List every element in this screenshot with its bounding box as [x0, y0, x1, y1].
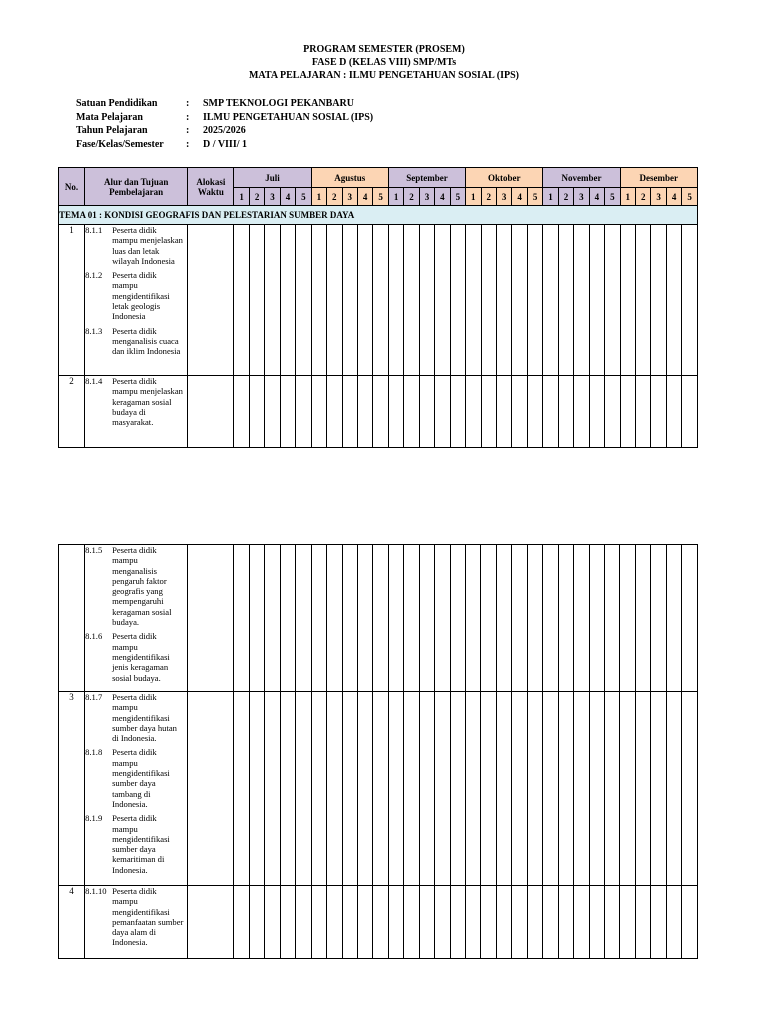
week-cell: [543, 225, 558, 376]
week-cell: [311, 376, 326, 448]
week-cell: [651, 886, 666, 959]
week-cell: [527, 692, 542, 886]
week-cell: [558, 225, 573, 376]
week-cell: [589, 886, 604, 959]
week-cell: [620, 225, 635, 376]
week-header: 3: [574, 188, 589, 206]
objective-code: 8.1.3: [85, 325, 103, 336]
week-cell: [604, 545, 619, 692]
week-header: 1: [543, 188, 558, 206]
week-cell: [450, 225, 465, 376]
week-header: 3: [342, 188, 357, 206]
week-header: 4: [280, 188, 295, 206]
info-colon: :: [186, 98, 190, 109]
week-cell: [249, 886, 264, 959]
info-label: Satuan Pendidikan: [76, 98, 158, 109]
objective-code: 8.1.4: [85, 376, 103, 386]
week-header: 2: [481, 188, 496, 206]
objective-text: Peserta didik mampu mengidentifikasi sumber daya hutan di Indonesia.: [112, 692, 177, 744]
week-cell: [481, 225, 496, 376]
week-cell: [311, 692, 326, 886]
week-cell: [481, 545, 496, 692]
week-cell: [311, 886, 326, 959]
week-cell: [666, 545, 681, 692]
week-cell: [636, 376, 651, 448]
info-label: Fase/Kelas/Semester: [76, 138, 164, 150]
col-header-no: No.: [59, 168, 85, 206]
week-cell: [527, 225, 543, 376]
week-cell: [527, 886, 542, 959]
week-header: 5: [682, 188, 698, 206]
col-header-alokasi: Alokasi Waktu: [188, 168, 234, 206]
week-cell: [234, 225, 249, 376]
week-cell: [496, 886, 511, 959]
week-cell: [512, 376, 527, 448]
objective-code: 8.1.9: [85, 813, 103, 824]
week-cell: [604, 886, 619, 959]
objective-code: 8.1.1: [85, 225, 103, 235]
week-cell: [234, 376, 249, 448]
week-cell: [342, 225, 357, 376]
learning-objective: [85, 376, 187, 427]
week-cell: [373, 886, 388, 959]
week-cell: [450, 376, 465, 448]
week-cell: [388, 225, 403, 376]
week-cell: [388, 376, 403, 448]
alokasi-waktu-cell: [188, 692, 234, 886]
week-cell: [558, 886, 573, 959]
week-cell: [265, 545, 280, 692]
week-cell: [296, 692, 311, 886]
week-cell: [419, 692, 434, 886]
week-cell: [635, 886, 650, 959]
week-cell: [450, 545, 465, 692]
week-cell: [296, 376, 311, 448]
week-cell: [558, 692, 573, 886]
learning-objectives-cell: [85, 376, 188, 448]
week-cell: [373, 376, 389, 448]
week-header: 5: [373, 188, 389, 206]
week-cell: [558, 545, 573, 692]
row-number: 3: [59, 692, 85, 886]
week-cell: [280, 225, 295, 376]
week-cell: [234, 692, 249, 886]
week-cell: [512, 545, 527, 692]
week-cell: [280, 545, 295, 692]
objective-text: Peserta didik mampu mengidentifikasi jenis keragaman sosial budaya.: [112, 631, 170, 683]
week-cell: [357, 545, 372, 692]
info-value: ILMU PENGETAHUAN SOSIAL (IPS): [203, 111, 374, 123]
week-cell: [388, 692, 403, 886]
alokasi-waktu-cell: [188, 376, 234, 448]
tema-row: [59, 206, 698, 225]
prosem-table-page-2: [58, 544, 698, 959]
week-cell: [249, 376, 264, 448]
week-header: 3: [651, 188, 666, 206]
week-cell: [296, 545, 311, 692]
week-cell: [357, 225, 372, 376]
week-cell: [404, 545, 419, 692]
week-cell: [496, 545, 511, 692]
info-colon: :: [186, 125, 190, 136]
week-cell: [651, 545, 666, 692]
learning-objective: [85, 545, 187, 627]
week-header: 3: [496, 188, 511, 206]
alokasi-waktu-cell: [188, 545, 234, 692]
week-cell: [280, 376, 295, 448]
week-cell: [280, 886, 295, 959]
week-cell: [435, 225, 450, 376]
week-cell: [512, 886, 527, 959]
week-header: 2: [404, 188, 419, 206]
learning-objective: [85, 270, 187, 321]
learning-objective: [85, 886, 187, 948]
week-cell: [419, 886, 434, 959]
week-cell: [265, 886, 280, 959]
week-cell: [342, 886, 357, 959]
week-cell: [404, 886, 419, 959]
week-cell: [249, 545, 264, 692]
week-cell: [373, 692, 388, 886]
week-cell: [527, 376, 543, 448]
week-cell: [543, 545, 558, 692]
week-cell: [435, 376, 450, 448]
week-cell: [435, 545, 450, 692]
table-row: [59, 886, 698, 959]
week-header: 5: [605, 188, 621, 206]
identity-block: [76, 97, 373, 151]
alokasi-waktu-cell: [188, 886, 234, 959]
week-cell: [450, 886, 465, 959]
week-cell: [404, 692, 419, 886]
week-cell: [651, 225, 666, 376]
month-header: Juli: [234, 168, 311, 188]
week-header: 4: [512, 188, 527, 206]
learning-objective: [85, 692, 187, 743]
learning-objectives-cell: [85, 886, 188, 959]
week-cell: [466, 225, 481, 376]
week-cell: [249, 692, 264, 886]
week-cell: [327, 886, 342, 959]
header-row-months: [59, 168, 698, 188]
week-cell: [589, 692, 604, 886]
week-cell: [558, 376, 573, 448]
week-header: 2: [636, 188, 651, 206]
week-cell: [435, 692, 450, 886]
objective-code: 8.1.6: [85, 631, 103, 642]
info-value: SMP TEKNOLOGI PEKANBARU: [203, 98, 354, 109]
prosem-table-page-1: [58, 167, 698, 448]
week-cell: [280, 692, 295, 886]
week-header: 2: [249, 188, 264, 206]
objective-code: 8.1.2: [85, 270, 103, 281]
week-cell: [636, 225, 651, 376]
week-cell: [311, 225, 326, 376]
week-header: 1: [311, 188, 326, 206]
week-cell: [388, 545, 403, 692]
week-cell: [466, 886, 481, 959]
week-cell: [574, 376, 589, 448]
week-cell: [574, 886, 589, 959]
learning-objective: [85, 747, 187, 809]
week-cell: [543, 692, 558, 886]
week-cell: [327, 692, 342, 886]
week-cell: [666, 225, 681, 376]
week-cell: [435, 886, 450, 959]
week-cell: [666, 886, 681, 959]
week-cell: [543, 886, 558, 959]
info-row: [76, 97, 373, 111]
info-value: D / VIII/ 1: [203, 138, 247, 150]
week-cell: [296, 886, 311, 959]
info-row: [76, 124, 373, 138]
learning-objective: [85, 813, 187, 875]
objective-text: Peserta didik mampu menjelaskan luas dan letak wilayah Indonesia: [112, 225, 183, 266]
info-colon: :: [186, 138, 190, 150]
week-cell: [605, 225, 621, 376]
learning-objective: [85, 326, 187, 357]
doc-title-2: FASE D (KELAS VIII) SMP/MTs: [311, 57, 457, 68]
week-cell: [342, 545, 357, 692]
week-cell: [481, 376, 496, 448]
week-cell: [574, 692, 589, 886]
week-cell: [419, 545, 434, 692]
week-cell: [512, 225, 527, 376]
week-cell: [357, 692, 372, 886]
objective-text: Peserta didik menganalisis cuaca dan iklim Indonesia: [112, 325, 181, 357]
objective-text: Peserta didik mampu mengidentifikasi pemanfaatan sumber daya alam di Indonesia.: [112, 886, 184, 948]
week-cell: [311, 545, 326, 692]
week-cell: [357, 886, 372, 959]
week-cell: [342, 376, 357, 448]
objective-text: Peserta didik mampu mengidentifikasi letak geologis Indonesia: [112, 270, 170, 322]
week-cell: [357, 376, 372, 448]
week-cell: [620, 692, 635, 886]
week-header: 4: [666, 188, 681, 206]
week-cell: [496, 376, 511, 448]
objective-code: 8.1.8: [85, 747, 103, 758]
week-cell: [666, 376, 681, 448]
week-cell: [620, 376, 635, 448]
tema-title: TEMA 01 : KONDISI GEOGRAFIS DAN PELESTARIAN SUMBER DAYA: [59, 206, 698, 225]
week-header: 1: [388, 188, 403, 206]
week-cell: [666, 692, 681, 886]
week-cell: [682, 376, 698, 448]
week-cell: [388, 886, 403, 959]
row-number: 1: [59, 225, 85, 376]
week-header: 4: [435, 188, 450, 206]
week-cell: [635, 545, 650, 692]
month-header: Desember: [620, 168, 697, 188]
week-cell: [512, 692, 527, 886]
info-row: [76, 138, 373, 152]
week-header: 1: [466, 188, 481, 206]
week-cell: [620, 886, 635, 959]
table-row: [59, 545, 698, 692]
week-cell: [265, 692, 280, 886]
week-cell: [265, 225, 280, 376]
week-cell: [373, 545, 388, 692]
week-cell: [466, 692, 481, 886]
learning-objective: [85, 631, 187, 682]
week-cell: [249, 225, 264, 376]
info-row: [76, 111, 373, 125]
week-header: 4: [589, 188, 604, 206]
week-header: 5: [450, 188, 465, 206]
objective-code: 8.1.7: [85, 692, 103, 702]
doc-title-1: PROGRAM SEMESTER (PROSEM): [303, 44, 465, 55]
week-header: 5: [296, 188, 311, 206]
week-cell: [604, 692, 619, 886]
week-cell: [404, 225, 419, 376]
week-cell: [589, 545, 604, 692]
week-cell: [682, 545, 698, 692]
learning-objectives-cell: [85, 692, 188, 886]
week-cell: [481, 886, 496, 959]
week-cell: [265, 376, 280, 448]
week-cell: [234, 545, 249, 692]
month-header: Agustus: [311, 168, 388, 188]
week-cell: [466, 376, 481, 448]
week-header: 1: [620, 188, 635, 206]
week-cell: [327, 545, 342, 692]
week-cell: [327, 376, 342, 448]
week-cell: [651, 376, 666, 448]
week-cell: [620, 545, 635, 692]
objective-code: 8.1.5: [85, 545, 103, 555]
col-header-tujuan: Alur dan Tujuan Pembelajaran: [85, 168, 188, 206]
row-number: 2: [59, 376, 85, 448]
objective-text: Peserta didik mampu mengidentifikasi sumber daya tambang di Indonesia.: [112, 747, 170, 809]
month-header: Oktober: [466, 168, 543, 188]
objective-text: Peserta didik mampu menganalisis pengaruh faktor geografis yang mempengaruhi keragaman sosial budaya.: [112, 545, 172, 628]
week-cell: [589, 376, 604, 448]
month-header: September: [388, 168, 465, 188]
week-cell: [635, 692, 650, 886]
objective-text: Peserta didik mampu menjelaskan keragaman sosial budaya di masyarakat.: [112, 376, 183, 428]
row-number: [59, 545, 85, 692]
table-row: [59, 376, 698, 448]
week-cell: [527, 545, 542, 692]
week-cell: [466, 545, 481, 692]
week-header: 2: [327, 188, 342, 206]
week-header: 3: [265, 188, 280, 206]
learning-objectives-cell: [85, 545, 188, 692]
week-cell: [450, 692, 465, 886]
week-cell: [342, 692, 357, 886]
week-cell: [574, 225, 589, 376]
week-header: 2: [558, 188, 573, 206]
week-cell: [605, 376, 621, 448]
week-cell: [574, 545, 589, 692]
week-cell: [419, 376, 434, 448]
row-number: 4: [59, 886, 85, 959]
week-cell: [496, 225, 511, 376]
week-cell: [327, 225, 342, 376]
week-cell: [373, 225, 389, 376]
week-cell: [651, 692, 666, 886]
doc-title-3: MATA PELAJARAN : ILMU PENGETAHUAN SOSIAL (IPS): [248, 70, 520, 81]
learning-objective: [85, 225, 187, 266]
info-label: Tahun Pelajaran: [76, 125, 148, 136]
week-cell: [682, 225, 698, 376]
table-row: [59, 692, 698, 886]
week-cell: [404, 376, 419, 448]
week-cell: [496, 692, 511, 886]
week-header: 3: [419, 188, 434, 206]
week-header: 4: [357, 188, 372, 206]
week-cell: [682, 692, 698, 886]
month-header: November: [543, 168, 620, 188]
week-header: 5: [527, 188, 543, 206]
week-cell: [682, 886, 698, 959]
learning-objectives-cell: [85, 225, 188, 376]
week-cell: [589, 225, 604, 376]
info-label: Mata Pelajaran: [76, 111, 143, 123]
week-cell: [543, 376, 558, 448]
week-cell: [296, 225, 311, 376]
table-row: [59, 225, 698, 376]
week-cell: [234, 886, 249, 959]
info-colon: :: [186, 111, 190, 123]
alokasi-waktu-cell: [188, 225, 234, 376]
objective-code: 8.1.10: [85, 886, 107, 896]
objective-text: Peserta didik mampu mengidentifikasi sumber daya kemaritiman di Indonesia.: [112, 813, 170, 875]
info-value: 2025/2026: [203, 125, 246, 136]
week-header: 1: [234, 188, 249, 206]
week-cell: [419, 225, 434, 376]
week-cell: [481, 692, 496, 886]
